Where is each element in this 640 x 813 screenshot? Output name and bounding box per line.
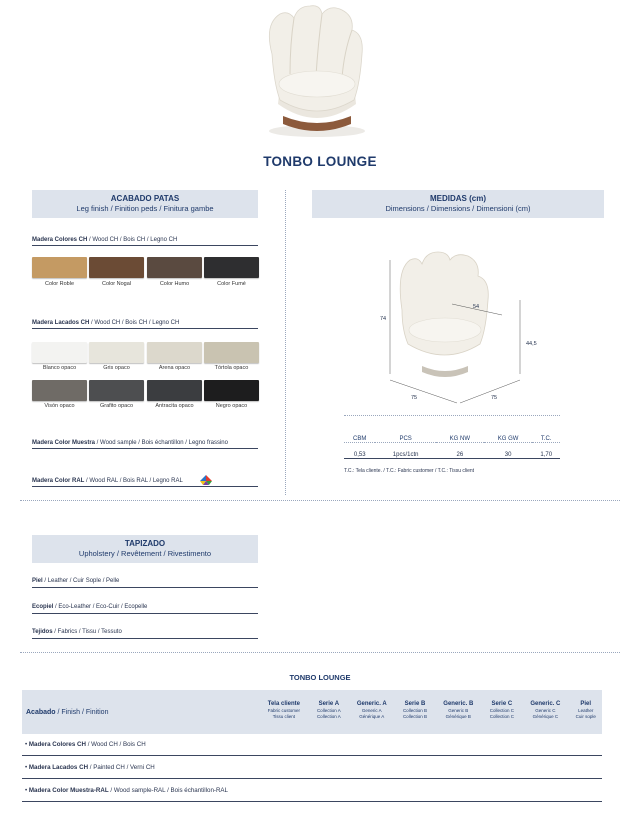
swatch-label: Arena opaco — [158, 365, 191, 371]
column-serie-c: Serie C Collection C Collection C — [489, 701, 514, 719]
section-divider — [20, 500, 620, 501]
section-rule — [32, 486, 258, 487]
section-rule — [32, 245, 258, 246]
column-generic-b: Generic. B Generic B Générique B — [443, 701, 474, 719]
swatch-label: Grafito opaco — [99, 403, 134, 409]
swatch-label: Color Fumé — [217, 281, 246, 287]
swatch-blanco[interactable] — [32, 342, 87, 363]
spec-header: KG GW — [497, 436, 519, 442]
section-rule — [32, 448, 258, 449]
swatch-nogal[interactable] — [89, 257, 144, 278]
spec-header: PCS — [399, 436, 412, 442]
swatch-label: Antracita opaco — [155, 403, 194, 409]
spec-value: 1pcs/1ctn — [392, 452, 419, 458]
section-rule — [32, 328, 258, 329]
spec-header: CBM — [353, 436, 367, 442]
swatch-roble[interactable] — [32, 257, 87, 278]
ral-label: Madera Color RAL / Wood RAL / Bois RAL / Legno RAL — [32, 478, 183, 484]
swatch-label: Color Humo — [159, 281, 190, 287]
measures-heading: MEDIDAS (cm) — [429, 194, 486, 203]
dim-width-left: 75 — [411, 395, 418, 401]
price-table-title: TONBO LOUNGE — [289, 673, 351, 682]
price-row: • Madera Colores CH / Wood CH / Bois CH — [25, 741, 146, 748]
dim-seat-height: 44,5 — [526, 341, 537, 347]
price-column-headers — [258, 700, 602, 719]
row-rule — [22, 755, 602, 756]
price-row: • Madera Lacados CH / Painted CH / Verni CH — [25, 764, 155, 771]
swatch-label: Blanco opaco — [42, 365, 77, 371]
wood-colors-label: Madera Colores CH / Wood CH / Bois CH / Legno CH — [32, 237, 178, 243]
section-rule — [32, 587, 258, 588]
price-row: • Madera Color Muestra-RAL / Wood sample-RAL / Bois échantillon-RAL — [25, 787, 228, 794]
leg-finish-subheading: Leg finish / Finition peds / Finitura gambe — [76, 204, 214, 213]
upholstery-item: Tejidos / Fabrics / Tissu / Tessuto — [32, 629, 122, 635]
spec-value: 30 — [504, 452, 512, 458]
column-serie-a: Serie A Collection A Collection A — [316, 701, 341, 719]
swatch-label: Visón opaco — [44, 403, 75, 409]
swatch-vison[interactable] — [32, 380, 87, 401]
column-generic-c: Generic. C Generic C Générique C — [530, 701, 561, 719]
swatch-label: Color Nogal — [101, 281, 132, 287]
swatch-fume[interactable] — [204, 257, 259, 278]
lacquered-label: Madera Lacados CH / Wood CH / Bois CH / Legno CH — [32, 320, 180, 326]
tela-cliente-note: T.C.: Tela cliente. / T.C.: Fabric customer / T.C.: Tissu client — [344, 468, 475, 474]
product-photo — [250, 4, 380, 142]
dim-depth: 54 — [473, 304, 480, 310]
column-serie-b: Serie B Collection B Collection B — [402, 701, 427, 719]
spec-header: T.C. — [540, 436, 552, 442]
swatch-label: Negro opaco — [215, 403, 248, 409]
swatch-humo[interactable] — [147, 257, 202, 278]
dim-height: 74 — [380, 316, 387, 322]
section-rule — [32, 613, 258, 614]
spec-header: KG NW — [449, 436, 470, 442]
swatch-arena[interactable] — [147, 342, 202, 363]
measures-subheading: Dimensions / Dimensions / Dimensioni (cm) — [385, 204, 531, 213]
section-rule — [32, 638, 258, 639]
column-divider — [285, 190, 286, 495]
column-tela-cliente: Tela cliente Fabric customer Tissu client — [267, 701, 301, 719]
spec-value: 26 — [456, 452, 464, 458]
dimension-drawing — [360, 240, 560, 410]
section-divider — [20, 652, 620, 653]
ral-palette-icon — [199, 473, 213, 491]
swatch-tortola[interactable] — [204, 342, 259, 363]
spec-value: 1,70 — [540, 452, 553, 458]
sample-label: Madera Color Muestra / Wood sample / Bois échantillon / Legno frassino — [32, 440, 228, 446]
leg-finish-heading: ACABADO PATAS — [110, 194, 180, 203]
upholstery-heading: TAPIZADO — [124, 539, 166, 548]
product-title: TONBO LOUNGE — [263, 154, 377, 169]
upholstery-item: Piel / Leather / Cuir Sople / Pelle — [32, 578, 120, 584]
swatch-label: Tórtola opaco — [214, 365, 249, 371]
column-piel: Piel Leather Cuir sople — [575, 701, 596, 719]
leg-finish-header — [32, 190, 258, 218]
packing-spec-table — [344, 436, 560, 459]
upholstery-subheading: Upholstery / Revêtement / Rivestimento — [78, 549, 212, 558]
upholstery-header — [32, 535, 258, 563]
column-generic-a: Generic. A Generic A Générique A — [356, 701, 387, 719]
finish-column-label: Acabado / Finish / Finition — [26, 709, 109, 716]
dimension-baseline — [344, 415, 560, 416]
spec-value: 0,53 — [353, 452, 366, 458]
swatch-negro[interactable] — [204, 380, 259, 401]
swatch-grafito[interactable] — [89, 380, 144, 401]
swatch-label: Color Roble — [44, 281, 75, 287]
row-rule — [22, 778, 602, 779]
dim-width-right: 75 — [491, 395, 498, 401]
row-rule — [22, 801, 602, 802]
swatch-antracita[interactable] — [147, 380, 202, 401]
swatch-gris[interactable] — [89, 342, 144, 363]
swatch-label: Gris opaco — [103, 365, 130, 371]
measures-header — [312, 190, 604, 218]
upholstery-item: Ecopiel / Eco-Leather / Eco-Cuir / Ecopelle — [32, 604, 148, 610]
